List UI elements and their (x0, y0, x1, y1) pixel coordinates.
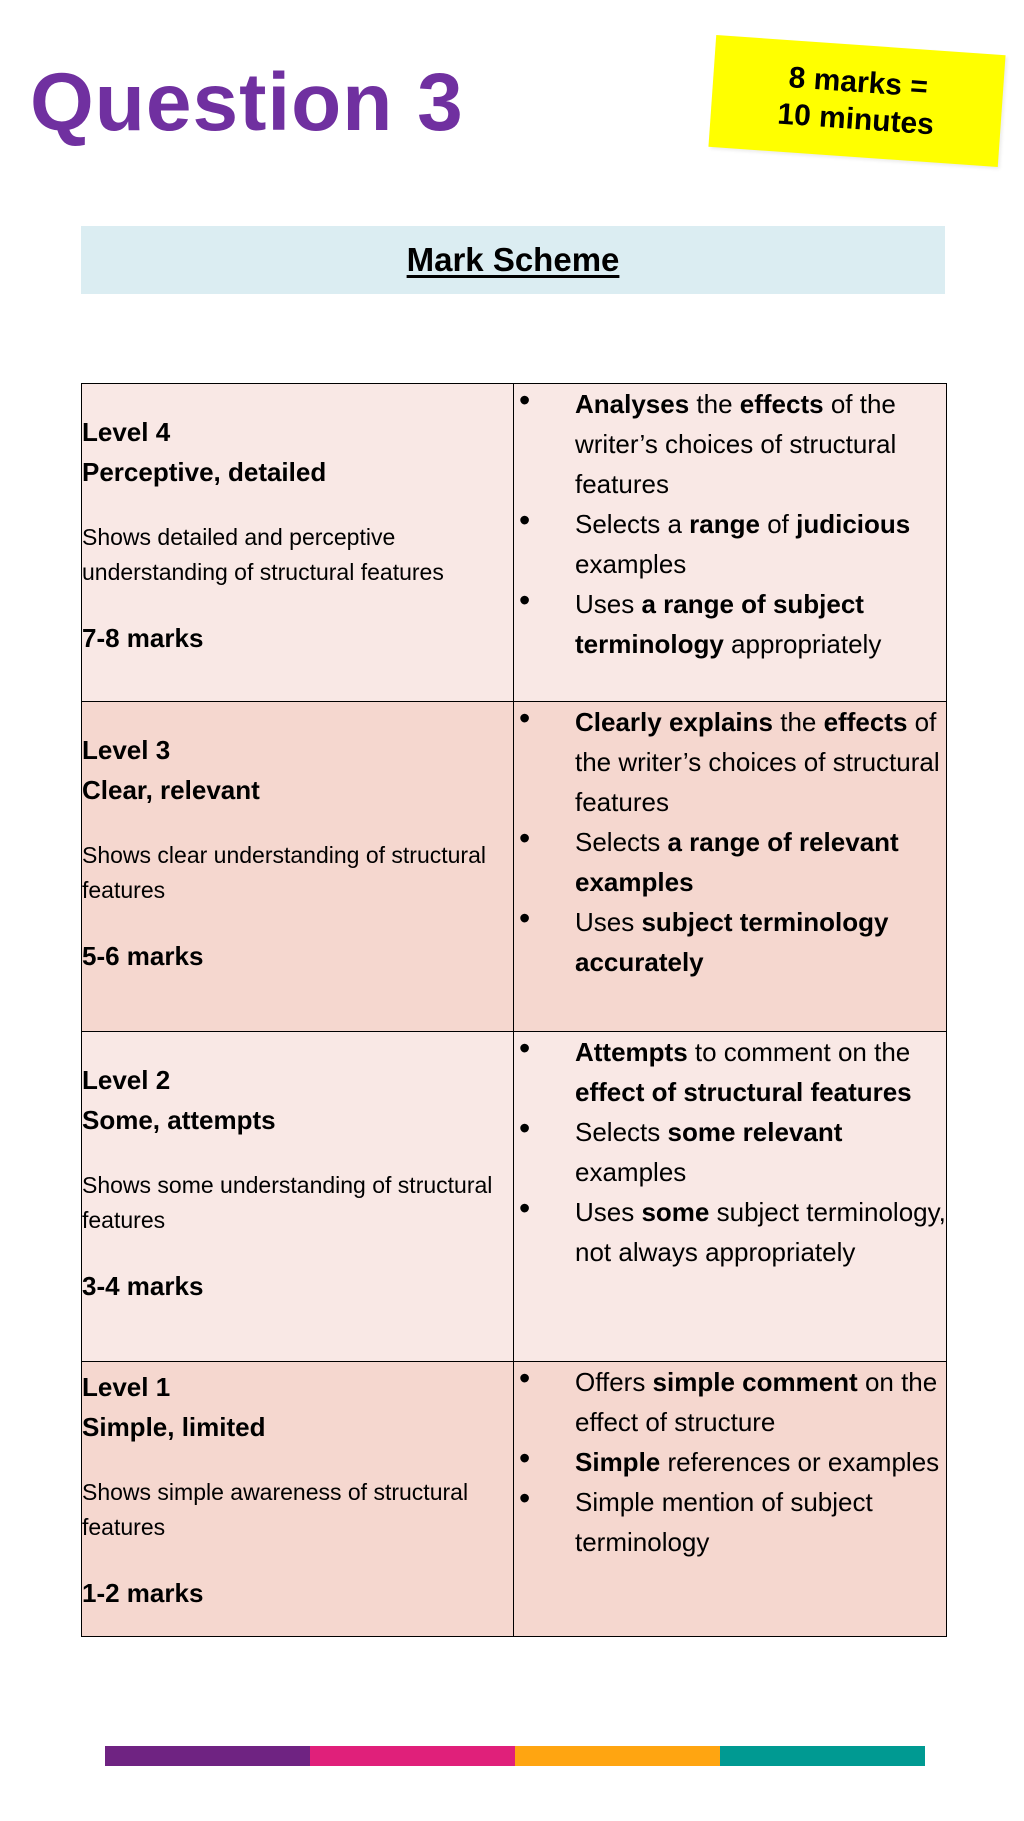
criteria-text: Analyses (575, 389, 690, 419)
criteria-list (514, 384, 946, 664)
criteria-text: on the effect of structure (575, 1367, 938, 1437)
page-title: Question 3 (30, 57, 464, 148)
criteria-text: subject terminology accurately (575, 907, 889, 977)
level-description: Shows detailed and perceptive understanding of structural features (82, 524, 444, 585)
color-stripe-segment (310, 1746, 515, 1766)
level-criteria-cell (514, 702, 947, 1032)
criteria-text: Selects (575, 1117, 668, 1147)
criteria-item (514, 902, 946, 982)
criteria-text: Offers (575, 1367, 653, 1397)
criteria-text: references or examples (660, 1447, 940, 1477)
criteria-text: the (773, 707, 824, 737)
criteria-text: of (759, 509, 797, 539)
criteria-item (514, 1442, 946, 1482)
level-info-cell (82, 702, 514, 1032)
criteria-text: some relevant (667, 1117, 843, 1147)
criteria-item (514, 504, 946, 584)
color-stripe-segment (105, 1746, 310, 1766)
criteria-item (514, 384, 946, 504)
level-marks: 5-6 marks (82, 941, 204, 971)
mark-scheme-heading: Mark Scheme (406, 241, 620, 278)
color-stripe-segment (720, 1746, 925, 1766)
level-info-cell (82, 1362, 514, 1637)
level-title: Level 1 (82, 1372, 171, 1402)
level-row (82, 1362, 947, 1637)
mark-scheme-banner (81, 226, 945, 294)
marks-time-note (708, 35, 1005, 167)
level-marks: 1-2 marks (82, 1578, 204, 1608)
criteria-text: effect of structural features (575, 1077, 912, 1107)
criteria-text: Uses (575, 1197, 642, 1227)
criteria-text: to comment on the (687, 1037, 911, 1067)
criteria-text: a range of relevant examples (575, 827, 899, 897)
criteria-list (514, 702, 946, 982)
note-line-1: 8 marks = (787, 60, 929, 104)
criteria-text: Simple mention of subject terminology (575, 1487, 873, 1557)
note-line-2: 10 minutes (776, 97, 936, 142)
criteria-text: effects (823, 707, 908, 737)
criteria-item (514, 702, 946, 822)
criteria-text: appropriately (723, 629, 882, 659)
criteria-list (514, 1362, 946, 1562)
criteria-text: range (689, 509, 760, 539)
level-title: Level 2 (82, 1065, 171, 1095)
level-title: Level 3 (82, 735, 171, 765)
level-description: Shows some understanding of structural features (82, 1172, 493, 1233)
level-row (82, 384, 947, 702)
criteria-text: Clearly explains (575, 707, 773, 737)
criteria-item (514, 1482, 946, 1562)
level-criteria-cell (514, 384, 947, 702)
level-title: Level 4 (82, 417, 171, 447)
criteria-item (514, 1112, 946, 1192)
level-description: Shows simple awareness of structural features (82, 1479, 469, 1540)
level-criteria-cell (514, 1032, 947, 1362)
criteria-text: of the writer’s choices of structural features (575, 707, 940, 817)
level-row (82, 702, 947, 1032)
criteria-text: judicious (796, 509, 911, 539)
level-subtitle: Perceptive, detailed (82, 457, 327, 487)
criteria-item (514, 822, 946, 902)
criteria-text: Selects a (575, 509, 690, 539)
mark-scheme-table (81, 383, 947, 1637)
level-subtitle: Simple, limited (82, 1412, 266, 1442)
criteria-text: the (689, 389, 740, 419)
criteria-text: Attempts (575, 1037, 688, 1067)
color-stripe-segment (515, 1746, 720, 1766)
criteria-list (514, 1032, 946, 1272)
level-criteria-cell (514, 1362, 947, 1637)
level-row (82, 1032, 947, 1362)
criteria-item (514, 1032, 946, 1112)
color-stripe-footer (105, 1746, 925, 1766)
criteria-text: a range of subject terminology (575, 589, 864, 659)
level-marks: 7-8 marks (82, 623, 204, 653)
criteria-text: of the writer’s choices of structural features (575, 389, 897, 499)
criteria-text: some (641, 1197, 710, 1227)
level-info-cell (82, 1032, 514, 1362)
criteria-text: subject terminology, not always appropriately (575, 1197, 946, 1267)
criteria-item (514, 1192, 946, 1272)
criteria-text: Simple (575, 1447, 661, 1477)
criteria-text: Uses (575, 589, 642, 619)
criteria-item (514, 1362, 946, 1442)
level-info-cell (82, 384, 514, 702)
criteria-item (514, 584, 946, 664)
level-description: Shows clear understanding of structural features (82, 842, 486, 903)
level-subtitle: Some, attempts (82, 1105, 276, 1135)
criteria-text: examples (575, 549, 687, 579)
criteria-text: examples (575, 1157, 687, 1187)
level-subtitle: Clear, relevant (82, 775, 260, 805)
criteria-text: Selects (575, 827, 668, 857)
level-marks: 3-4 marks (82, 1271, 204, 1301)
criteria-text: Uses (575, 907, 642, 937)
criteria-text: simple comment (652, 1367, 858, 1397)
criteria-text: effects (739, 389, 824, 419)
